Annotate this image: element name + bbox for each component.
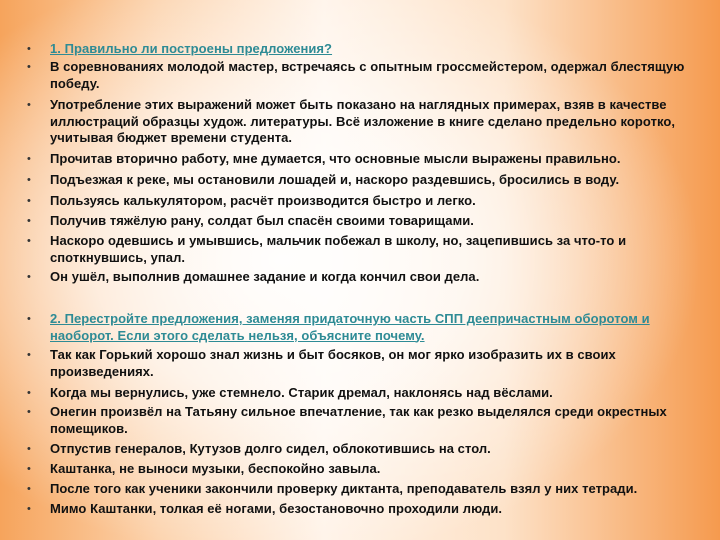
bullet: • [27, 195, 31, 207]
bullet: • [27, 215, 31, 227]
list-item-text: Каштанка, не выноси музыки, беспокойно завыла. [50, 461, 381, 476]
bullet: • [27, 235, 31, 247]
list-item-text: Подъезжая к реке, мы остановили лошадей и, наскоро раздевшись, бросились в воду. [50, 172, 620, 187]
bullet: • [27, 443, 31, 455]
bullet: • [27, 406, 31, 418]
list-item-text: Получив тяжёлую рану, солдат был спасён своими товарищами. [50, 213, 474, 228]
list-item-text: Употребление этих выражений может быть показано на наглядных примерах, взяв в качестве иллюстраций образцы худож. литературы. Всё изложение в книге сделано предельно коротко, учитывая бюджет времени студента. [50, 97, 676, 145]
bullet: • [27, 43, 31, 55]
bullet: • [27, 313, 31, 325]
list-item-text: Отпустив генералов, Кутузов долго сидел, облокотившись на стол. [50, 441, 491, 456]
list-item-text: Прочитав вторично работу, мне думается, что основные мысли выражены правильно. [50, 151, 621, 166]
bullet: • [27, 99, 31, 111]
list-item-text: После того как ученики закончили проверку диктанта, преподаватель взял у них тетради. [50, 481, 638, 496]
bullet: • [27, 153, 31, 165]
bullet: • [27, 503, 31, 515]
section1-heading: 1. Правильно ли построены предложения? [50, 41, 333, 56]
list-item-text: Пользуясь калькулятором, расчёт производится быстро и легко. [50, 193, 476, 208]
list-item-text: В соревнованиях молодой мастер, встречаясь с опытным гроссмейстером, одержал блестящую победу. [50, 59, 685, 91]
bullet: • [27, 463, 31, 475]
list-item-text: Наскоро одевшись и умывшись, мальчик побежал в школу, но, зацепившись за что-то и споткнувшись, упал. [50, 233, 627, 265]
bullet: • [27, 271, 31, 283]
list-item-text: Он ушёл, выполнив домашнее задание и когда кончил свои дела. [50, 269, 480, 284]
list-item-text: Онегин произвёл на Татьяну сильное впечатление, так как резко выделялся среди окрестных помещиков. [50, 404, 667, 436]
list-item-text: Когда мы вернулись, уже стемнело. Старик дремал, наклонясь над вёслами. [50, 385, 553, 400]
bullet: • [27, 483, 31, 495]
bullet: • [27, 387, 31, 399]
bullet: • [27, 349, 31, 361]
section2-heading: 2. Перестройте предложения, заменяя придаточную часть СПП деепричастным оборотом и наоборот. Если этого сделать нельзя, объясните почему. [50, 311, 650, 343]
list-item-text: Мимо Каштанки, толкая её ногами, безостановочно проходили люди. [50, 501, 503, 516]
bullet: • [27, 61, 31, 73]
bullet: • [27, 174, 31, 186]
list-item-text: Так как Горький хорошо знал жизнь и быт босяков, он мог ярко изобразить их в своих произведениях. [50, 347, 616, 379]
